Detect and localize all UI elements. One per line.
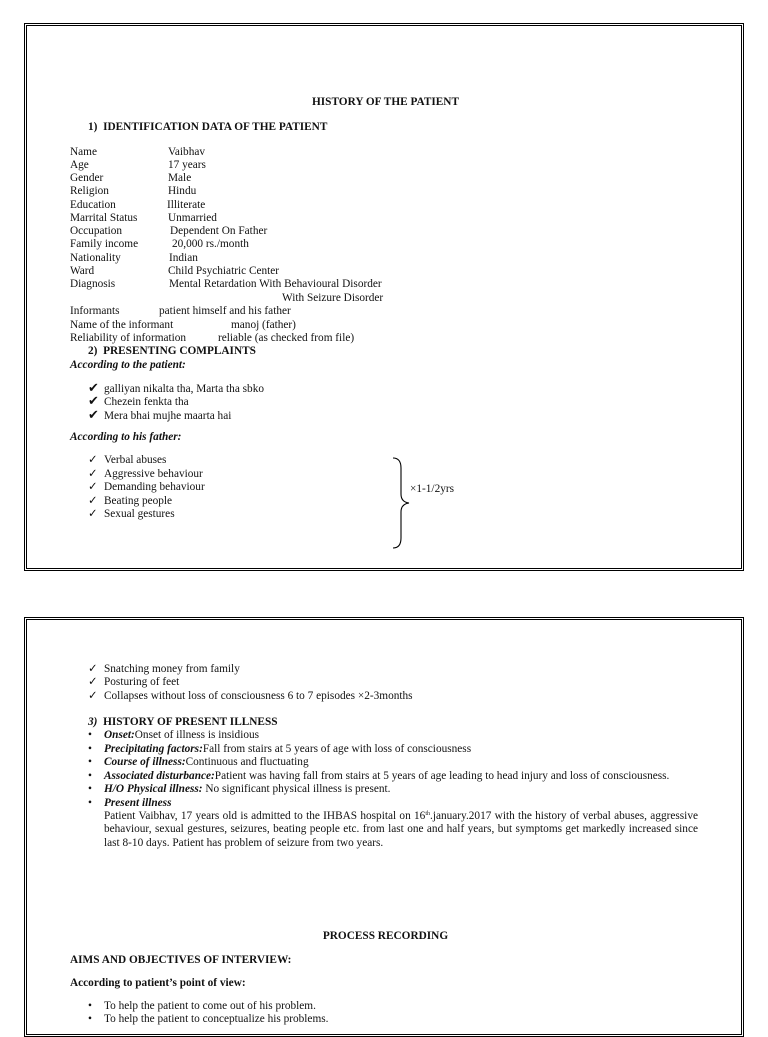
id-label-religion: Religion (70, 185, 109, 197)
reliability-label: Reliability of information (70, 332, 187, 344)
item-label: Onset: (104, 729, 135, 741)
list-item-text: Chezein fenkta tha (104, 396, 189, 408)
section-title: HISTORY OF PRESENT ILLNESS (103, 716, 278, 728)
duration-label: ×1-1/2yrs (410, 483, 455, 495)
aims-heading: AIMS AND OBJECTIVES OF INTERVIEW: (70, 954, 292, 966)
item-label: H/O Physical illness: (104, 783, 203, 795)
list-item-text: Beating people (104, 495, 173, 507)
id-value-age: 17 years (168, 159, 206, 171)
father-complaints-heading: According to his father: (70, 431, 182, 443)
item-text: Continuous and fluctuating (185, 756, 309, 768)
id-label-diagnosis: Diagnosis (70, 278, 116, 290)
list-item-text: Aggressive behaviour (104, 468, 203, 480)
checkmark-icon: ✓ (88, 495, 98, 507)
list-item (88, 770, 669, 783)
list-item (88, 495, 172, 508)
list-item (88, 1013, 328, 1026)
process-recording-title: PROCESS RECORDING (322, 930, 449, 942)
id-value-gender: Male (168, 172, 192, 184)
list-item (88, 797, 171, 810)
checkmark-icon: ✓ (88, 508, 98, 520)
document-page-2 (24, 617, 744, 1037)
bullet-icon: • (88, 797, 92, 809)
history-title: HISTORY OF THE PATIENT (311, 96, 460, 108)
id-value-nationality: Indian (169, 252, 198, 264)
section-number: 1) (88, 121, 98, 133)
id-value-family-income: 20,000 rs./month (172, 238, 249, 250)
checkmark-icon: ✓ (88, 454, 98, 466)
id-label-gender: Gender (70, 172, 104, 184)
present-illness-paragraph (104, 810, 698, 850)
id-label-ward: Ward (70, 265, 95, 277)
list-item-text: To help the patient to come out of his problem. (104, 1000, 316, 1012)
bullet-icon: • (88, 756, 92, 768)
item-label: Associated disturbance: (104, 770, 215, 782)
checkmark-icon: ✓ (88, 468, 98, 480)
bullet-icon: • (88, 1000, 92, 1012)
list-item (88, 756, 309, 769)
list-item-text: Collapses without loss of consciousness 6 to 7 episodes ×2-3months (104, 690, 413, 702)
checkmark-icon: ✔ (88, 393, 99, 408)
list-item-text: galliyan nikalta tha, Marta tha sbko (104, 383, 264, 395)
id-label-occupation: Occupation (70, 225, 123, 237)
id-label-nationality: Nationality (70, 252, 121, 264)
bullet-icon: • (88, 1013, 92, 1025)
bullet-icon: • (88, 743, 92, 755)
item-text: Patient was having fall from stairs at 5 years of age leading to head injury and loss of consciousness. (214, 770, 670, 782)
list-item (88, 743, 471, 756)
informants-value: patient himself and his father (159, 305, 291, 317)
item-label: Present illness (104, 797, 172, 809)
list-item (88, 676, 179, 689)
id-value-ward: Child Psychiatric Center (168, 265, 280, 277)
list-item (88, 394, 189, 409)
list-item-text: Demanding behaviour (104, 481, 205, 493)
list-item-text: Snatching money from family (104, 663, 240, 675)
document-page-1 (24, 23, 744, 571)
id-value-occupation: Dependent On Father (170, 225, 268, 237)
list-item-text: To help the patient to conceptualize his problems. (104, 1013, 329, 1025)
id-label-age: Age (70, 159, 89, 171)
list-item (88, 729, 259, 742)
checkmark-icon: ✓ (88, 690, 98, 702)
list-item (88, 468, 203, 481)
informant-name-label: Name of the informant (70, 319, 174, 331)
item-label: Precipitating factors: (104, 743, 203, 755)
checkmark-icon: ✓ (88, 676, 98, 688)
checkmark-icon: ✔ (88, 407, 99, 422)
id-label-marital-status: Marrital Status (70, 212, 138, 224)
list-item-text: Sexual gestures (104, 508, 175, 520)
bullet-icon: • (88, 783, 92, 795)
id-value-marital-status: Unmarried (168, 212, 217, 224)
section-number: 3) (88, 716, 98, 728)
item-label: Course of illness: (104, 756, 186, 768)
list-item (88, 454, 166, 467)
paragraph-text-b: .january.2017 with the history of verbal abuses, aggressive behaviour, sexual gestures, seizures, beating people etc. from last one and half years, but symptoms get markedly increased since last 8-10 days. Patient has problem of seizure from two years. (104, 810, 698, 849)
list-item (88, 481, 205, 494)
item-text: Fall from stairs at 5 years of age with loss of consciousness (202, 743, 472, 755)
item-text: No significant physical illness is present. (202, 783, 391, 795)
section-2-heading (88, 345, 256, 358)
ordinal-suffix: th (425, 811, 430, 817)
list-item (88, 508, 175, 521)
id-label-education: Education (70, 199, 116, 211)
section-title: PRESENTING COMPLAINTS (103, 345, 256, 357)
list-item (88, 783, 391, 796)
id-value-education: Illiterate (167, 199, 206, 211)
list-item-text: Mera bhai mujhe maarta hai (104, 410, 232, 422)
paragraph-text-a: Patient Vaibhav, 17 years old is admitted to the IHBAS hospital on 16 (104, 810, 426, 822)
section-title: IDENTIFICATION DATA OF THE PATIENT (103, 121, 328, 133)
checkmark-icon: ✓ (88, 663, 98, 675)
bullet-icon: • (88, 729, 92, 741)
id-value-name: Vaibhav (168, 146, 206, 158)
patient-view-heading: According to patient’s point of view: (70, 977, 246, 989)
checkmark-icon: ✓ (88, 481, 98, 493)
id-label-name: Name (70, 146, 97, 158)
id-value-religion: Hindu (168, 185, 197, 197)
section-number: 2) (88, 345, 98, 357)
id-label-family-income: Family income (70, 238, 139, 250)
id-value-diagnosis: Mental Retardation With Behavioural Disorder (169, 278, 382, 290)
id-value-diagnosis-cont: With Seizure Disorder (282, 292, 384, 304)
patient-complaints-heading: According to the patient: (70, 359, 186, 371)
informants-label: Informants (70, 305, 120, 317)
list-item (88, 690, 413, 703)
list-item-text: Posturing of feet (104, 676, 180, 688)
list-item (88, 1000, 316, 1013)
section-1-heading (88, 121, 327, 134)
section-3-heading (88, 716, 278, 729)
list-item-text: Verbal abuses (104, 454, 167, 466)
informant-name-value: manoj (father) (231, 319, 296, 331)
checkmark-icon: ✔ (88, 380, 99, 395)
item-text: Onset of illness is insidious (134, 729, 260, 741)
list-item (88, 663, 240, 676)
list-item (88, 408, 231, 423)
right-brace-icon (389, 456, 419, 551)
reliability-value: reliable (as checked from file) (218, 332, 355, 344)
bullet-icon: • (88, 770, 92, 782)
